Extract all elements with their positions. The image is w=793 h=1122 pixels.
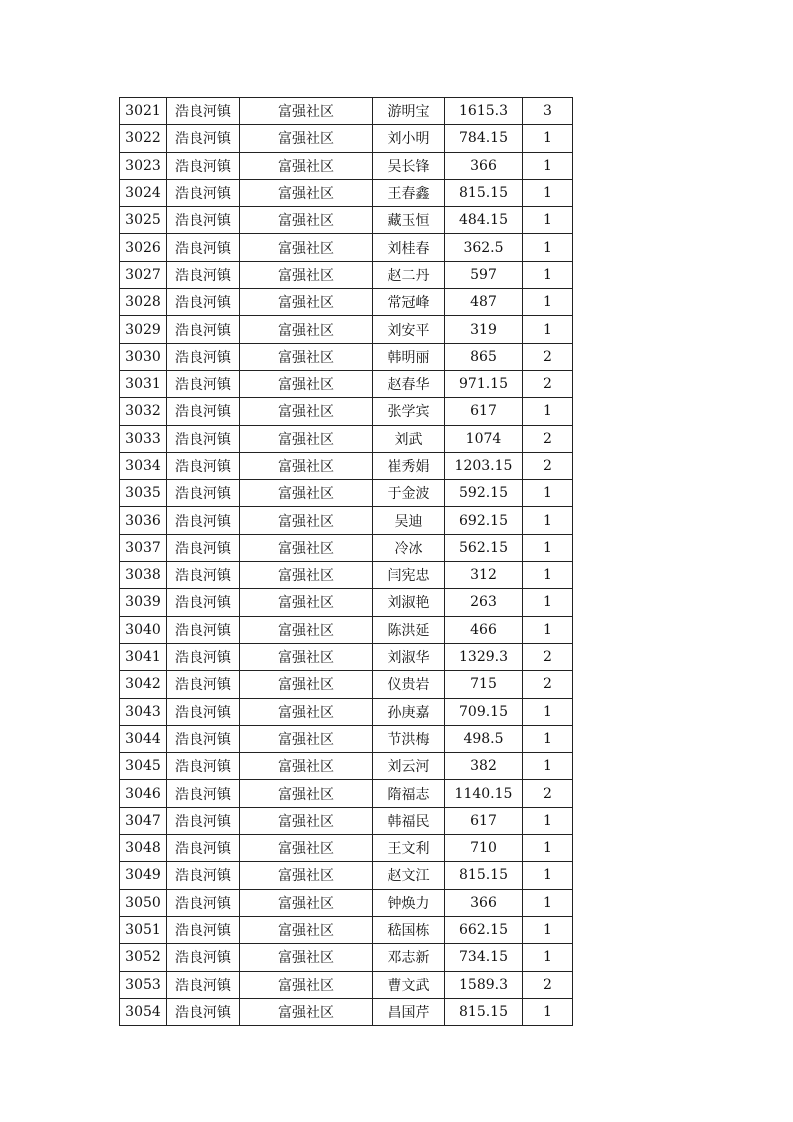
name-cell: 常冠峰 [373,289,445,316]
table-row [120,998,573,1025]
table-row [120,807,573,834]
count-cell: 1 [523,261,573,288]
table-row [120,862,573,889]
amount-cell: 815.15 [445,862,523,889]
table-row [120,316,573,343]
community-cell: 富强社区 [240,671,373,698]
name-cell: 钟焕力 [373,889,445,916]
record-number-cell: 3028 [120,289,167,316]
count-cell: 1 [523,862,573,889]
community-cell: 富强社区 [240,589,373,616]
community-cell: 富强社区 [240,179,373,206]
table-row [120,398,573,425]
count-cell: 1 [523,889,573,916]
table-row [120,534,573,561]
table-row [120,480,573,507]
community-cell: 富强社区 [240,643,373,670]
community-cell: 富强社区 [240,370,373,397]
table-row [120,971,573,998]
community-cell: 富强社区 [240,152,373,179]
name-cell: 邓志新 [373,944,445,971]
amount-cell: 662.15 [445,916,523,943]
town-cell: 浩良河镇 [167,862,240,889]
table-row [120,753,573,780]
count-cell: 2 [523,343,573,370]
amount-cell: 815.15 [445,179,523,206]
town-cell: 浩良河镇 [167,971,240,998]
amount-cell: 1074 [445,425,523,452]
town-cell: 浩良河镇 [167,589,240,616]
amount-cell: 710 [445,835,523,862]
community-cell: 富强社区 [240,125,373,152]
town-cell: 浩良河镇 [167,125,240,152]
community-cell: 富强社区 [240,480,373,507]
name-cell: 赵文江 [373,862,445,889]
community-cell: 富强社区 [240,835,373,862]
table-row [120,589,573,616]
amount-cell: 1589.3 [445,971,523,998]
table-row [120,643,573,670]
town-cell: 浩良河镇 [167,998,240,1025]
count-cell: 2 [523,452,573,479]
record-number-cell: 3022 [120,125,167,152]
record-number-cell: 3021 [120,98,167,125]
town-cell: 浩良河镇 [167,316,240,343]
record-number-cell: 3029 [120,316,167,343]
record-number-cell: 3026 [120,234,167,261]
record-number-cell: 3024 [120,179,167,206]
town-cell: 浩良河镇 [167,179,240,206]
count-cell: 1 [523,125,573,152]
record-number-cell: 3040 [120,616,167,643]
record-number-cell: 3033 [120,425,167,452]
count-cell: 1 [523,589,573,616]
count-cell: 2 [523,780,573,807]
count-cell: 1 [523,916,573,943]
count-cell: 1 [523,534,573,561]
name-cell: 冷冰 [373,534,445,561]
amount-cell: 1203.15 [445,452,523,479]
count-cell: 1 [523,698,573,725]
community-cell: 富强社区 [240,425,373,452]
record-number-cell: 3051 [120,916,167,943]
community-cell: 富强社区 [240,780,373,807]
amount-cell: 498.5 [445,725,523,752]
amount-cell: 692.15 [445,507,523,534]
amount-cell: 319 [445,316,523,343]
record-number-cell: 3031 [120,370,167,397]
count-cell: 1 [523,234,573,261]
amount-cell: 617 [445,807,523,834]
table-row [120,234,573,261]
town-cell: 浩良河镇 [167,916,240,943]
count-cell: 1 [523,944,573,971]
community-cell: 富强社区 [240,261,373,288]
amount-cell: 1140.15 [445,780,523,807]
town-cell: 浩良河镇 [167,98,240,125]
community-cell: 富强社区 [240,98,373,125]
community-cell: 富强社区 [240,507,373,534]
table-row [120,98,573,125]
count-cell: 1 [523,725,573,752]
town-cell: 浩良河镇 [167,671,240,698]
amount-cell: 1329.3 [445,643,523,670]
count-cell: 1 [523,753,573,780]
name-cell: 刘武 [373,425,445,452]
record-number-cell: 3036 [120,507,167,534]
table-row [120,671,573,698]
town-cell: 浩良河镇 [167,780,240,807]
record-number-cell: 3023 [120,152,167,179]
amount-cell: 562.15 [445,534,523,561]
count-cell: 1 [523,998,573,1025]
record-number-cell: 3039 [120,589,167,616]
town-cell: 浩良河镇 [167,370,240,397]
name-cell: 韩福民 [373,807,445,834]
amount-cell: 466 [445,616,523,643]
table-row [120,343,573,370]
table-row [120,179,573,206]
name-cell: 曹文武 [373,971,445,998]
count-cell: 2 [523,425,573,452]
name-cell: 闫宪忠 [373,562,445,589]
name-cell: 刘淑艳 [373,589,445,616]
record-number-cell: 3027 [120,261,167,288]
community-cell: 富强社区 [240,862,373,889]
amount-cell: 1615.3 [445,98,523,125]
table-row [120,289,573,316]
name-cell: 于金波 [373,480,445,507]
table-row [120,916,573,943]
town-cell: 浩良河镇 [167,807,240,834]
count-cell: 1 [523,507,573,534]
name-cell: 王文利 [373,835,445,862]
town-cell: 浩良河镇 [167,889,240,916]
town-cell: 浩良河镇 [167,207,240,234]
record-number-cell: 3048 [120,835,167,862]
amount-cell: 971.15 [445,370,523,397]
name-cell: 游明宝 [373,98,445,125]
count-cell: 1 [523,152,573,179]
community-cell: 富强社区 [240,452,373,479]
record-number-cell: 3034 [120,452,167,479]
count-cell: 1 [523,398,573,425]
count-cell: 2 [523,971,573,998]
name-cell: 昌国芹 [373,998,445,1025]
count-cell: 3 [523,98,573,125]
amount-cell: 312 [445,562,523,589]
count-cell: 2 [523,671,573,698]
community-cell: 富强社区 [240,807,373,834]
table-row [120,425,573,452]
community-cell: 富强社区 [240,343,373,370]
count-cell: 1 [523,179,573,206]
table-row [120,152,573,179]
table-row [120,725,573,752]
name-cell: 刘云河 [373,753,445,780]
town-cell: 浩良河镇 [167,725,240,752]
town-cell: 浩良河镇 [167,616,240,643]
name-cell: 吴长锋 [373,152,445,179]
record-number-cell: 3049 [120,862,167,889]
record-number-cell: 3052 [120,944,167,971]
record-number-cell: 3041 [120,643,167,670]
record-number-cell: 3047 [120,807,167,834]
record-number-cell: 3044 [120,725,167,752]
count-cell: 1 [523,807,573,834]
table-row [120,944,573,971]
community-cell: 富强社区 [240,916,373,943]
community-cell: 富强社区 [240,889,373,916]
amount-cell: 715 [445,671,523,698]
name-cell: 赵春华 [373,370,445,397]
count-cell: 1 [523,316,573,343]
amount-cell: 815.15 [445,998,523,1025]
name-cell: 韩明丽 [373,343,445,370]
name-cell: 节洪梅 [373,725,445,752]
amount-cell: 362.5 [445,234,523,261]
name-cell: 仪贵岩 [373,671,445,698]
name-cell: 刘小明 [373,125,445,152]
community-cell: 富强社区 [240,534,373,561]
name-cell: 刘淑华 [373,643,445,670]
record-number-cell: 3042 [120,671,167,698]
community-cell: 富强社区 [240,971,373,998]
name-cell: 王春鑫 [373,179,445,206]
count-cell: 2 [523,643,573,670]
name-cell: 陈洪延 [373,616,445,643]
amount-cell: 366 [445,889,523,916]
table-row [120,616,573,643]
town-cell: 浩良河镇 [167,562,240,589]
community-cell: 富强社区 [240,944,373,971]
count-cell: 1 [523,289,573,316]
name-cell: 吴迪 [373,507,445,534]
name-cell: 孙庚嘉 [373,698,445,725]
table-row [120,261,573,288]
town-cell: 浩良河镇 [167,753,240,780]
amount-cell: 709.15 [445,698,523,725]
amount-cell: 382 [445,753,523,780]
town-cell: 浩良河镇 [167,534,240,561]
community-cell: 富强社区 [240,562,373,589]
amount-cell: 865 [445,343,523,370]
record-number-cell: 3046 [120,780,167,807]
amount-cell: 263 [445,589,523,616]
town-cell: 浩良河镇 [167,343,240,370]
amount-cell: 366 [445,152,523,179]
table-row [120,507,573,534]
table-row [120,562,573,589]
town-cell: 浩良河镇 [167,289,240,316]
community-cell: 富强社区 [240,616,373,643]
town-cell: 浩良河镇 [167,643,240,670]
record-number-cell: 3030 [120,343,167,370]
count-cell: 1 [523,207,573,234]
amount-cell: 592.15 [445,480,523,507]
town-cell: 浩良河镇 [167,698,240,725]
record-number-cell: 3032 [120,398,167,425]
community-cell: 富强社区 [240,698,373,725]
data-table [119,97,573,1026]
record-number-cell: 3050 [120,889,167,916]
record-number-cell: 3053 [120,971,167,998]
table-row [120,207,573,234]
community-cell: 富强社区 [240,753,373,780]
record-number-cell: 3045 [120,753,167,780]
town-cell: 浩良河镇 [167,152,240,179]
town-cell: 浩良河镇 [167,835,240,862]
amount-cell: 487 [445,289,523,316]
amount-cell: 784.15 [445,125,523,152]
record-number-cell: 3038 [120,562,167,589]
community-cell: 富强社区 [240,398,373,425]
community-cell: 富强社区 [240,316,373,343]
community-cell: 富强社区 [240,998,373,1025]
name-cell: 张学宾 [373,398,445,425]
name-cell: 隋福志 [373,780,445,807]
name-cell: 赵二丹 [373,261,445,288]
town-cell: 浩良河镇 [167,425,240,452]
town-cell: 浩良河镇 [167,480,240,507]
amount-cell: 617 [445,398,523,425]
name-cell: 刘桂春 [373,234,445,261]
count-cell: 1 [523,616,573,643]
name-cell: 刘安平 [373,316,445,343]
community-cell: 富强社区 [240,234,373,261]
record-number-cell: 3035 [120,480,167,507]
town-cell: 浩良河镇 [167,234,240,261]
count-cell: 1 [523,835,573,862]
table-row [120,780,573,807]
table-row [120,698,573,725]
community-cell: 富强社区 [240,289,373,316]
town-cell: 浩良河镇 [167,944,240,971]
amount-cell: 597 [445,261,523,288]
table-row [120,452,573,479]
record-number-cell: 3043 [120,698,167,725]
amount-cell: 734.15 [445,944,523,971]
table-row [120,835,573,862]
town-cell: 浩良河镇 [167,507,240,534]
record-number-cell: 3025 [120,207,167,234]
town-cell: 浩良河镇 [167,261,240,288]
table-row [120,889,573,916]
record-number-cell: 3054 [120,998,167,1025]
name-cell: 嵇国栋 [373,916,445,943]
name-cell: 崔秀娟 [373,452,445,479]
community-cell: 富强社区 [240,207,373,234]
amount-cell: 484.15 [445,207,523,234]
record-number-cell: 3037 [120,534,167,561]
town-cell: 浩良河镇 [167,452,240,479]
table-row [120,370,573,397]
count-cell: 2 [523,370,573,397]
table-body [120,98,573,1026]
count-cell: 1 [523,480,573,507]
table-row [120,125,573,152]
count-cell: 1 [523,562,573,589]
town-cell: 浩良河镇 [167,398,240,425]
community-cell: 富强社区 [240,725,373,752]
name-cell: 藏玉恒 [373,207,445,234]
